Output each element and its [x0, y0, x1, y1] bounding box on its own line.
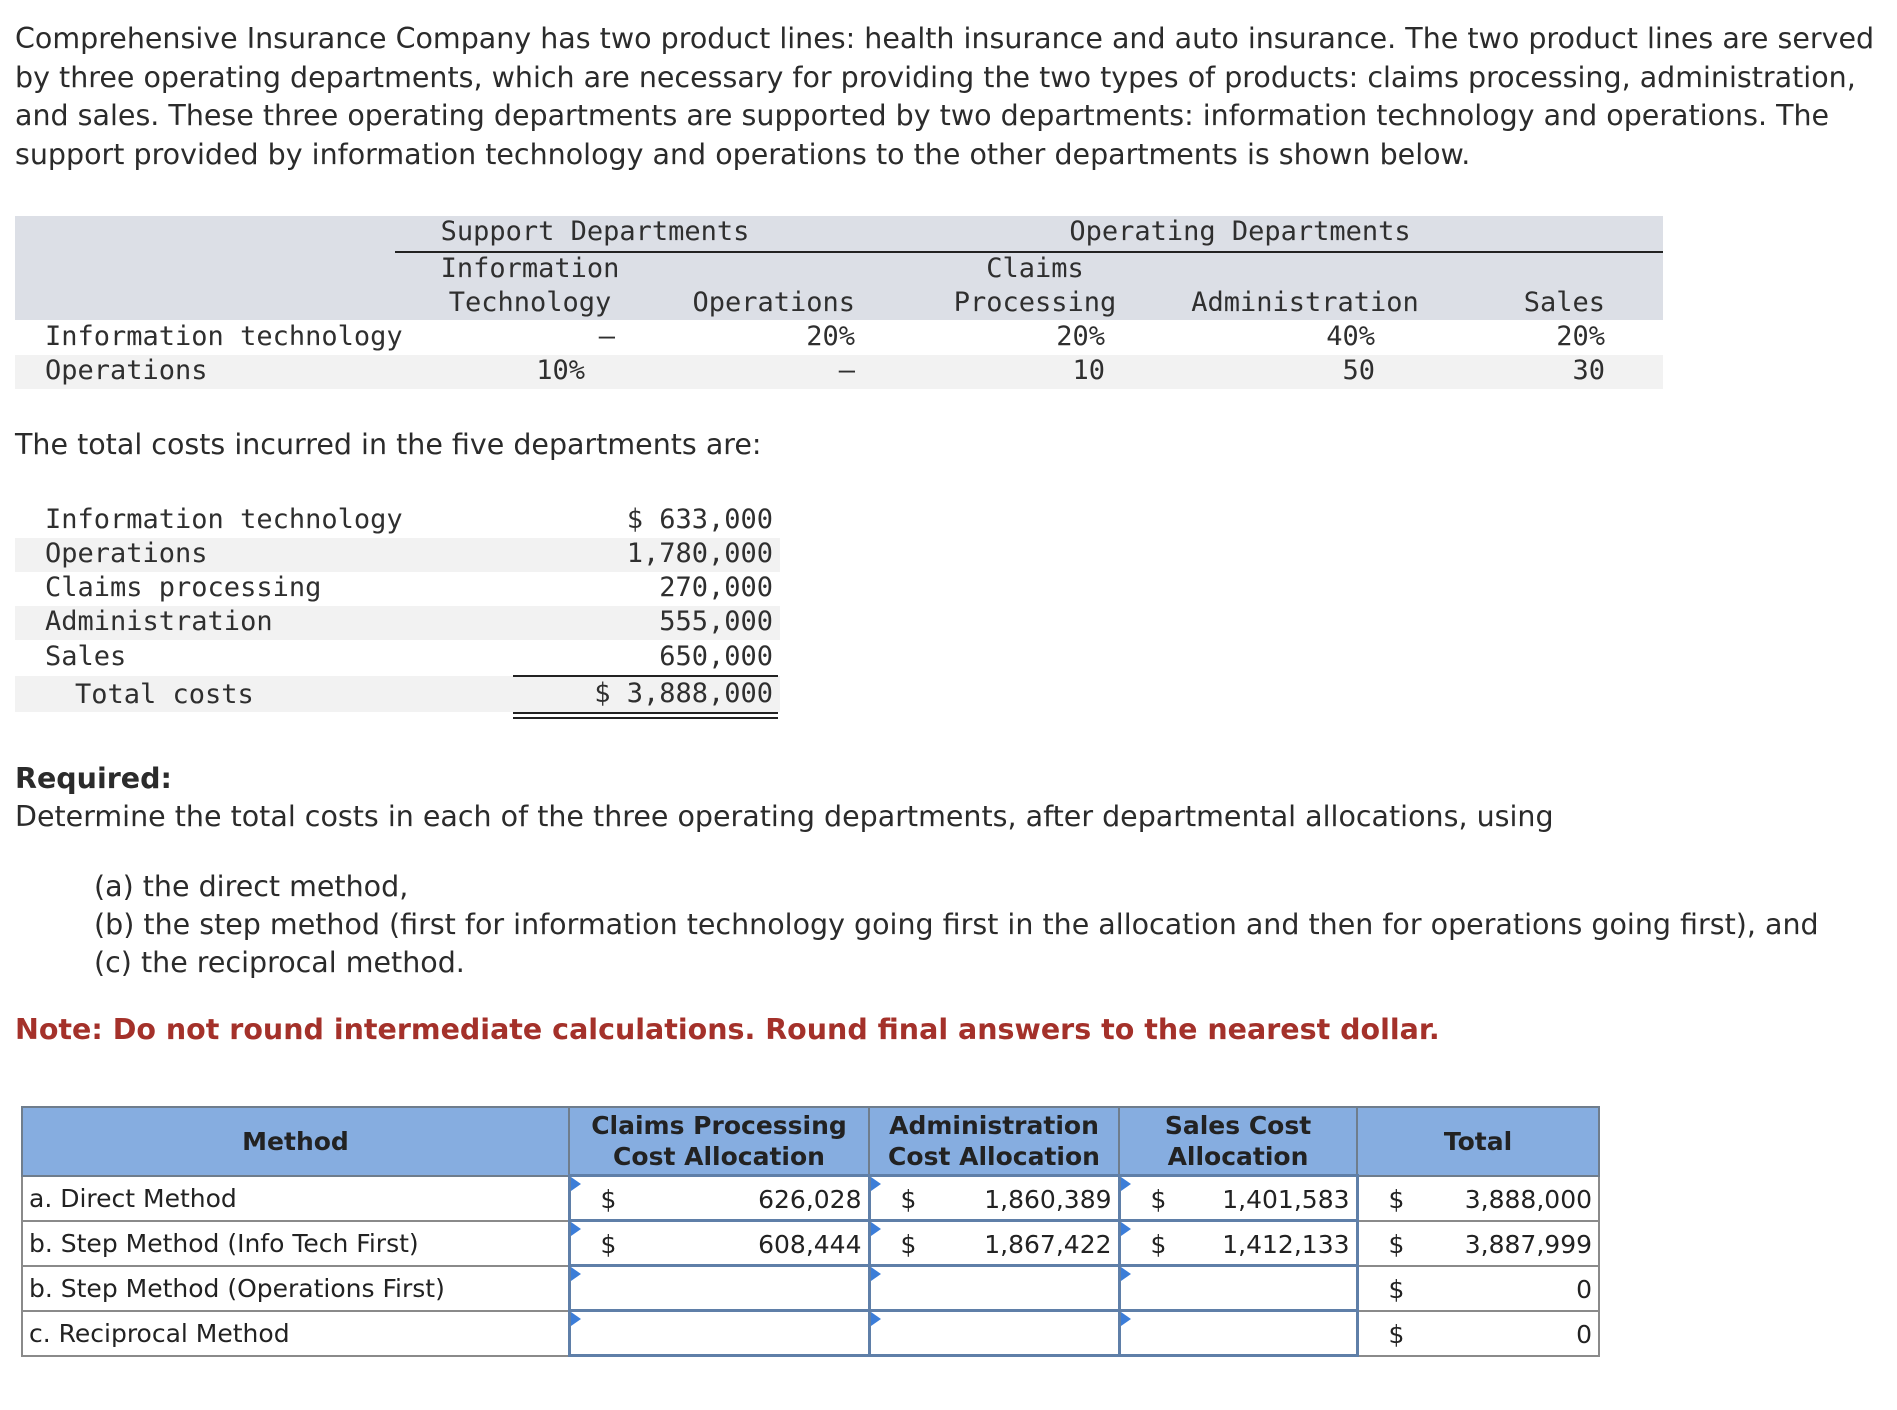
input-marker-icon	[871, 1267, 881, 1281]
cell-it-claims: 20%	[1056, 321, 1105, 352]
table-row	[22, 1176, 1599, 1221]
value-text: 0	[1576, 1274, 1592, 1304]
total-reciprocal	[1357, 1311, 1599, 1356]
cost-value-operations: 1,780,000	[626, 538, 773, 569]
cell-it-admin: 40%	[1326, 321, 1375, 352]
total-double-rule	[513, 717, 778, 719]
currency-symbol: $	[900, 1185, 917, 1214]
method-direct: a. Direct Method	[22, 1176, 569, 1221]
currency-symbol: $	[1150, 1230, 1167, 1259]
value-text: 3,887,999	[1464, 1229, 1592, 1259]
support-allocation-table	[15, 216, 1663, 388]
cell-ops-it: 10%	[536, 355, 585, 386]
cost-value-sales: 650,000	[659, 641, 773, 672]
row-label-it: Information technology	[45, 321, 403, 352]
required-item-c: (c) the reciprocal method.	[94, 946, 465, 979]
total-double-rule	[513, 712, 778, 714]
intro-paragraph: Comprehensive Insurance Company has two product lines: health insurance and auto insurance. The two product lines are served by three operating departments, which are necessary for providing the two types of products: claims processing, administration, and sales. These three operating departments are supported by two departments: information technology and operations. The support provided by information technology and operations to the other departments is shown below.	[15, 22, 1875, 171]
input-step-ops-sales[interactable]	[1119, 1266, 1357, 1311]
cost-value-it: $ 633,000	[626, 504, 773, 535]
col-claims-line2: Processing	[953, 287, 1117, 318]
input-reciprocal-admin[interactable]	[869, 1311, 1119, 1356]
value-text: 1,412,133	[1222, 1230, 1350, 1259]
department-costs-table	[15, 504, 780, 724]
value-text: 3,888,000	[1464, 1184, 1592, 1214]
input-marker-icon	[1121, 1312, 1131, 1326]
value-text: 1,860,389	[984, 1185, 1112, 1214]
cost-label-administration: Administration	[45, 606, 273, 637]
header-sales-allocation: Sales Cost Allocation	[1119, 1107, 1357, 1176]
cell-it-sales: 20%	[1556, 321, 1605, 352]
input-direct-admin[interactable]	[869, 1176, 1119, 1221]
required-block	[15, 760, 1554, 836]
support-departments-heading: Support Departments	[440, 216, 750, 247]
input-step-ops-claims[interactable]	[569, 1266, 869, 1311]
currency-symbol: $	[1388, 1274, 1405, 1304]
table-row	[22, 1221, 1599, 1266]
header-admin-allocation: Administration Cost Allocation	[869, 1107, 1119, 1176]
input-marker-icon	[571, 1222, 581, 1236]
input-marker-icon	[1121, 1177, 1131, 1191]
col-it-line2: Technology	[448, 287, 612, 318]
table-row	[22, 1266, 1599, 1311]
required-heading: Required:	[15, 762, 172, 795]
cell-it-ops: 20%	[806, 321, 855, 352]
input-step-ops-admin[interactable]	[869, 1266, 1119, 1311]
currency-symbol: $	[600, 1185, 617, 1214]
total-direct	[1357, 1176, 1599, 1221]
cell-ops-claims: 10	[1072, 355, 1105, 386]
col-administration: Administration	[1191, 287, 1419, 318]
subtotal-rule	[513, 675, 778, 677]
cell-ops-admin: 50	[1342, 355, 1375, 386]
col-operations: Operations	[692, 287, 855, 318]
col-it-line1: Information	[440, 253, 620, 284]
input-step-it-sales[interactable]	[1119, 1221, 1357, 1266]
header-total: Total	[1357, 1107, 1599, 1176]
required-items	[94, 868, 1819, 982]
cell-it-it: –	[598, 321, 615, 352]
currency-symbol: $	[900, 1230, 917, 1259]
total-costs-value: $ 3,888,000	[594, 678, 773, 709]
value-text: 1,401,583	[1222, 1185, 1350, 1214]
value-text: 626,028	[758, 1185, 862, 1214]
required-item-b: (b) the step method (first for information technology going first in the allocation and then for operations going first), and	[94, 908, 1819, 941]
col-sales: Sales	[1523, 287, 1605, 318]
input-marker-icon	[871, 1222, 881, 1236]
cost-value-administration: 555,000	[659, 606, 773, 637]
currency-symbol: $	[1150, 1185, 1167, 1214]
method-reciprocal: c. Reciprocal Method	[22, 1311, 569, 1356]
cost-value-claims: 270,000	[659, 572, 773, 603]
input-reciprocal-claims[interactable]	[569, 1311, 869, 1356]
operating-departments-heading: Operating Departments	[1069, 216, 1411, 247]
input-marker-icon	[571, 1312, 581, 1326]
input-marker-icon	[871, 1312, 881, 1326]
input-step-it-claims[interactable]	[569, 1221, 869, 1266]
total-step-it	[1357, 1221, 1599, 1266]
currency-symbol: $	[1388, 1229, 1405, 1259]
input-marker-icon	[1121, 1222, 1131, 1236]
col-claims-line1: Claims	[986, 253, 1084, 284]
header-method: Method	[22, 1107, 569, 1176]
cell-ops-sales: 30	[1572, 355, 1605, 386]
cell-ops-ops: –	[838, 355, 855, 386]
value-text: 608,444	[758, 1230, 862, 1259]
table-row	[22, 1311, 1599, 1356]
total-step-ops	[1357, 1266, 1599, 1311]
input-step-it-admin[interactable]	[869, 1221, 1119, 1266]
value-text: 1,867,422	[984, 1230, 1112, 1259]
row-label-operations: Operations	[45, 355, 208, 386]
required-item-a: (a) the direct method,	[94, 870, 409, 903]
input-marker-icon	[871, 1177, 881, 1191]
cost-label-operations: Operations	[45, 538, 208, 569]
currency-symbol: $	[600, 1230, 617, 1259]
cost-label-sales: Sales	[45, 641, 127, 672]
input-direct-claims[interactable]	[569, 1176, 869, 1221]
header-claims-allocation: Claims Processing Cost Allocation	[569, 1107, 869, 1176]
value-text: 0	[1576, 1319, 1592, 1349]
costs-intro: The total costs incurred in the five departments are:	[15, 428, 762, 461]
input-marker-icon	[571, 1177, 581, 1191]
total-costs-label: Total costs	[75, 679, 254, 710]
input-marker-icon	[1121, 1267, 1131, 1281]
rounding-note: Note: Do not round intermediate calculations. Round final answers to the nearest dollar.	[15, 1013, 1440, 1046]
required-text: Determine the total costs in each of the three operating departments, after departmental allocations, using	[15, 800, 1554, 833]
method-step-ops-first: b. Step Method (Operations First)	[22, 1266, 569, 1311]
currency-symbol: $	[1388, 1319, 1405, 1349]
method-step-it-first: b. Step Method (Info Tech First)	[22, 1221, 569, 1266]
currency-symbol: $	[1388, 1184, 1405, 1214]
input-reciprocal-sales[interactable]	[1119, 1311, 1357, 1356]
cost-label-claims: Claims processing	[45, 572, 322, 603]
input-direct-sales[interactable]	[1119, 1176, 1357, 1221]
answer-table	[21, 1106, 1600, 1357]
cost-label-it: Information technology	[45, 504, 403, 535]
input-marker-icon	[571, 1267, 581, 1281]
